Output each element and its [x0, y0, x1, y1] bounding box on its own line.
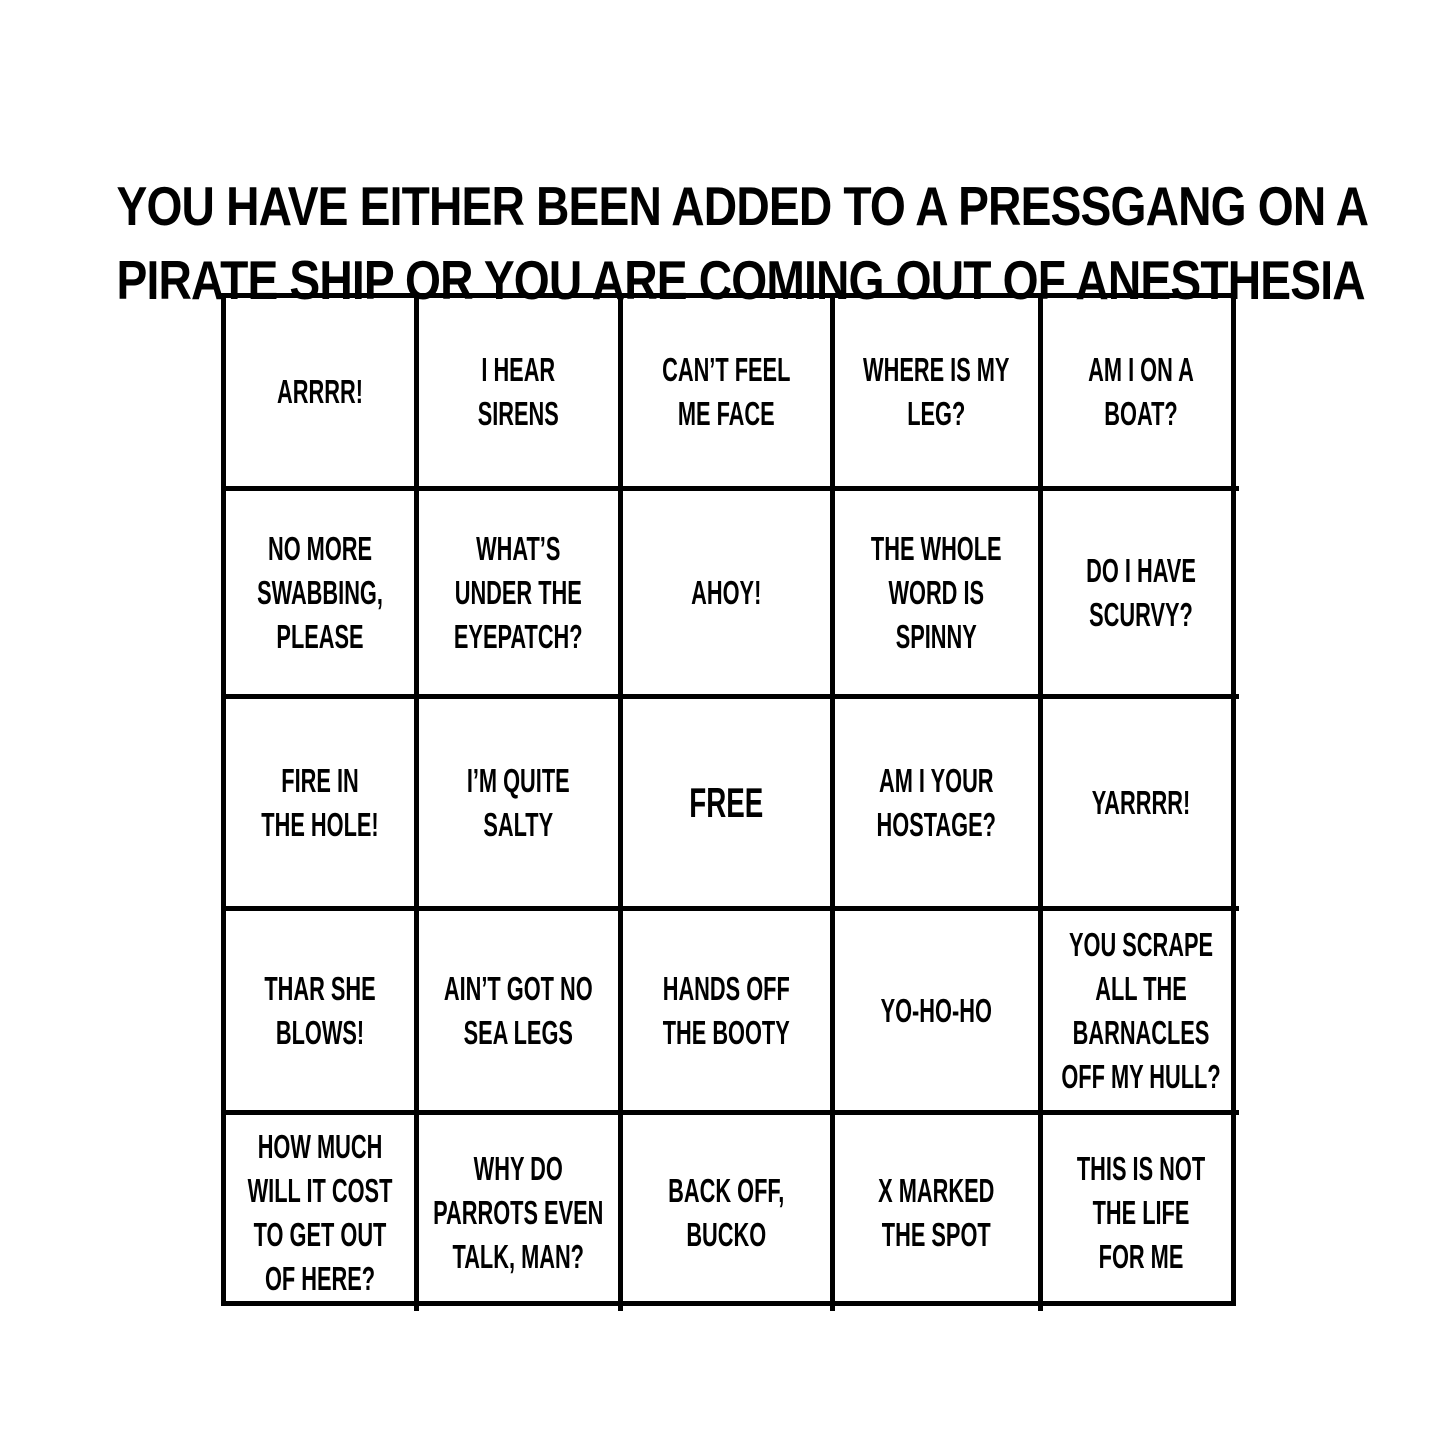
- bingo-cell[interactable]: [835, 298, 1043, 491]
- bingo-cell-line: ME FACE: [678, 395, 775, 432]
- bingo-cell-line: EYEPATCH?: [454, 617, 583, 655]
- bingo-title-line-2: PIRATE SHIP OR YOU ARE COMING OUT OF ANESTHESIA: [116, 248, 1365, 311]
- bingo-cell[interactable]: [623, 1115, 835, 1311]
- bingo-cell[interactable]: [835, 491, 1043, 699]
- bingo-cell-line: BUCKO: [686, 1216, 767, 1253]
- bingo-cell[interactable]: [623, 699, 835, 911]
- bingo-cell-line: HANDS OFF: [662, 969, 791, 1007]
- bingo-cell-text: [420, 1147, 617, 1279]
- bingo-cell-line: BLOWS!: [275, 1013, 365, 1051]
- bingo-cell-line: UNDER THE: [454, 573, 583, 611]
- bingo-cell-line: PLEASE: [276, 617, 364, 655]
- bingo-cell-line: THE HOLE!: [261, 805, 379, 843]
- bingo-cell-line: HOSTAGE?: [876, 805, 997, 843]
- bingo-cell-line: AIN’T GOT NO: [444, 969, 593, 1007]
- bingo-cell-line: SALTY: [483, 805, 554, 843]
- bingo-cell-line: THE LIFE: [1092, 1194, 1190, 1231]
- bingo-cell[interactable]: [226, 491, 419, 699]
- bingo-cell-line: HOW MUCH: [257, 1128, 383, 1165]
- bingo-cell-line: SIRENS: [477, 395, 560, 432]
- bingo-cell-line: WHY DO: [473, 1150, 564, 1187]
- bingo-cell[interactable]: [623, 298, 835, 491]
- bingo-cell-text: [420, 348, 617, 436]
- bingo-cell-line: WORD IS: [888, 573, 985, 611]
- bingo-cell-line: X MARKED: [878, 1172, 995, 1209]
- bingo-cell[interactable]: [419, 491, 623, 699]
- bingo-cell-line: OF HERE?: [264, 1260, 376, 1297]
- bingo-cell-text: [227, 1125, 413, 1301]
- bingo-cell-line: TO GET OUT: [253, 1216, 387, 1253]
- bingo-cell-line: FIRE IN: [281, 761, 359, 799]
- bingo-cell[interactable]: [623, 491, 835, 699]
- bingo-cell-text: [836, 759, 1037, 847]
- bingo-cell-text: [836, 348, 1037, 436]
- bingo-cell-line: WHAT’S: [476, 529, 561, 567]
- bingo-cell-line: TALK, MAN?: [452, 1238, 585, 1275]
- bingo-cell-line: SCURVY?: [1089, 595, 1193, 633]
- bingo-cell-line: ALL THE: [1095, 969, 1187, 1007]
- bingo-cell[interactable]: [623, 911, 835, 1115]
- bingo-cell-text: [624, 967, 829, 1055]
- bingo-cell-text: [624, 348, 829, 436]
- bingo-cell-text: [1044, 1147, 1238, 1279]
- bingo-cell-line: WHERE IS MY: [863, 351, 1010, 388]
- bingo-cell-line: THE SPOT: [882, 1216, 991, 1253]
- bingo-cell-line: BACK OFF,: [668, 1172, 785, 1209]
- bingo-cell-line: WILL IT COST: [247, 1172, 393, 1209]
- bingo-cell-line: LEG?: [907, 395, 966, 432]
- bingo-cell-line: FOR ME: [1098, 1238, 1184, 1275]
- bingo-cell[interactable]: [419, 911, 623, 1115]
- bingo-cell-line: BARNACLES: [1072, 1013, 1210, 1051]
- bingo-cell-line: CAN’T FEEL: [662, 351, 791, 388]
- bingo-cell-text: [1044, 348, 1238, 436]
- bingo-cell[interactable]: [1043, 491, 1239, 699]
- bingo-cell-text: [420, 759, 617, 847]
- bingo-cell-text: [836, 527, 1037, 659]
- bingo-cell-text: [836, 1169, 1037, 1257]
- bingo-cell-text: [624, 571, 829, 615]
- bingo-cell-text: [1044, 781, 1238, 825]
- bingo-cell-line: YARRRR!: [1091, 783, 1191, 821]
- bingo-cell-line: SWABBING,: [257, 573, 383, 611]
- bingo-cell-line: SPINNY: [895, 617, 978, 655]
- bingo-cell[interactable]: [1043, 1115, 1239, 1311]
- bingo-cell[interactable]: [835, 1115, 1043, 1311]
- bingo-cell-text: [1044, 923, 1238, 1099]
- bingo-cell-line: YOU SCRAPE: [1068, 925, 1214, 963]
- bingo-cell-line: THAR SHE: [264, 969, 376, 1007]
- bingo-cell-line: THIS IS NOT: [1076, 1150, 1206, 1187]
- bingo-cell-line: FREE: [689, 778, 764, 826]
- bingo-cell[interactable]: [1043, 699, 1239, 911]
- bingo-title-line-1: YOU HAVE EITHER BEEN ADDED TO A PRESSGANG ON A: [116, 174, 1369, 237]
- bingo-cell[interactable]: [1043, 911, 1239, 1115]
- bingo-cell-line: AHOY!: [691, 573, 762, 611]
- bingo-cell-line: NO MORE: [267, 529, 373, 567]
- bingo-cell[interactable]: [419, 298, 623, 491]
- bingo-cell-text: [227, 967, 413, 1055]
- bingo-cell[interactable]: [419, 699, 623, 911]
- bingo-cell-text: [836, 989, 1037, 1033]
- bingo-cell[interactable]: [226, 911, 419, 1115]
- bingo-cell-line: SEA LEGS: [463, 1013, 574, 1051]
- bingo-cell[interactable]: [226, 1115, 419, 1311]
- bingo-board: [221, 293, 1236, 1306]
- bingo-cell[interactable]: [835, 911, 1043, 1115]
- bingo-cell-line: YO-HO-HO: [880, 991, 993, 1029]
- bingo-cell-text: [1044, 549, 1238, 637]
- bingo-cell-text: [624, 1169, 829, 1257]
- bingo-cell-text: [227, 527, 413, 659]
- bingo-cell-line: AM I ON A: [1088, 351, 1194, 388]
- bingo-cell-line: ARRRR!: [277, 373, 363, 410]
- bingo-cell-line: PARROTS EVEN: [433, 1194, 604, 1231]
- bingo-cell-line: THE BOOTY: [662, 1013, 791, 1051]
- bingo-cell-line: AM I YOUR: [879, 761, 994, 799]
- bingo-cell[interactable]: [419, 1115, 623, 1311]
- bingo-cell-text: [227, 759, 413, 847]
- bingo-cell-text: [420, 527, 617, 659]
- bingo-cell-line: I HEAR: [481, 351, 556, 388]
- bingo-cell-line: THE WHOLE: [871, 529, 1002, 567]
- bingo-cell[interactable]: [1043, 298, 1239, 491]
- bingo-cell-line: OFF MY HULL?: [1061, 1057, 1221, 1095]
- bingo-cell[interactable]: [226, 298, 419, 491]
- bingo-cell-text: [227, 370, 413, 414]
- bingo-cell-line: BOAT?: [1104, 395, 1178, 432]
- bingo-cell-line: I’M QUITE: [467, 761, 570, 799]
- bingo-cell-text: [420, 967, 617, 1055]
- bingo-cell[interactable]: [226, 699, 419, 911]
- bingo-cell[interactable]: [835, 699, 1043, 911]
- bingo-cell-text: [624, 778, 829, 826]
- bingo-cell-line: DO I HAVE: [1086, 551, 1196, 589]
